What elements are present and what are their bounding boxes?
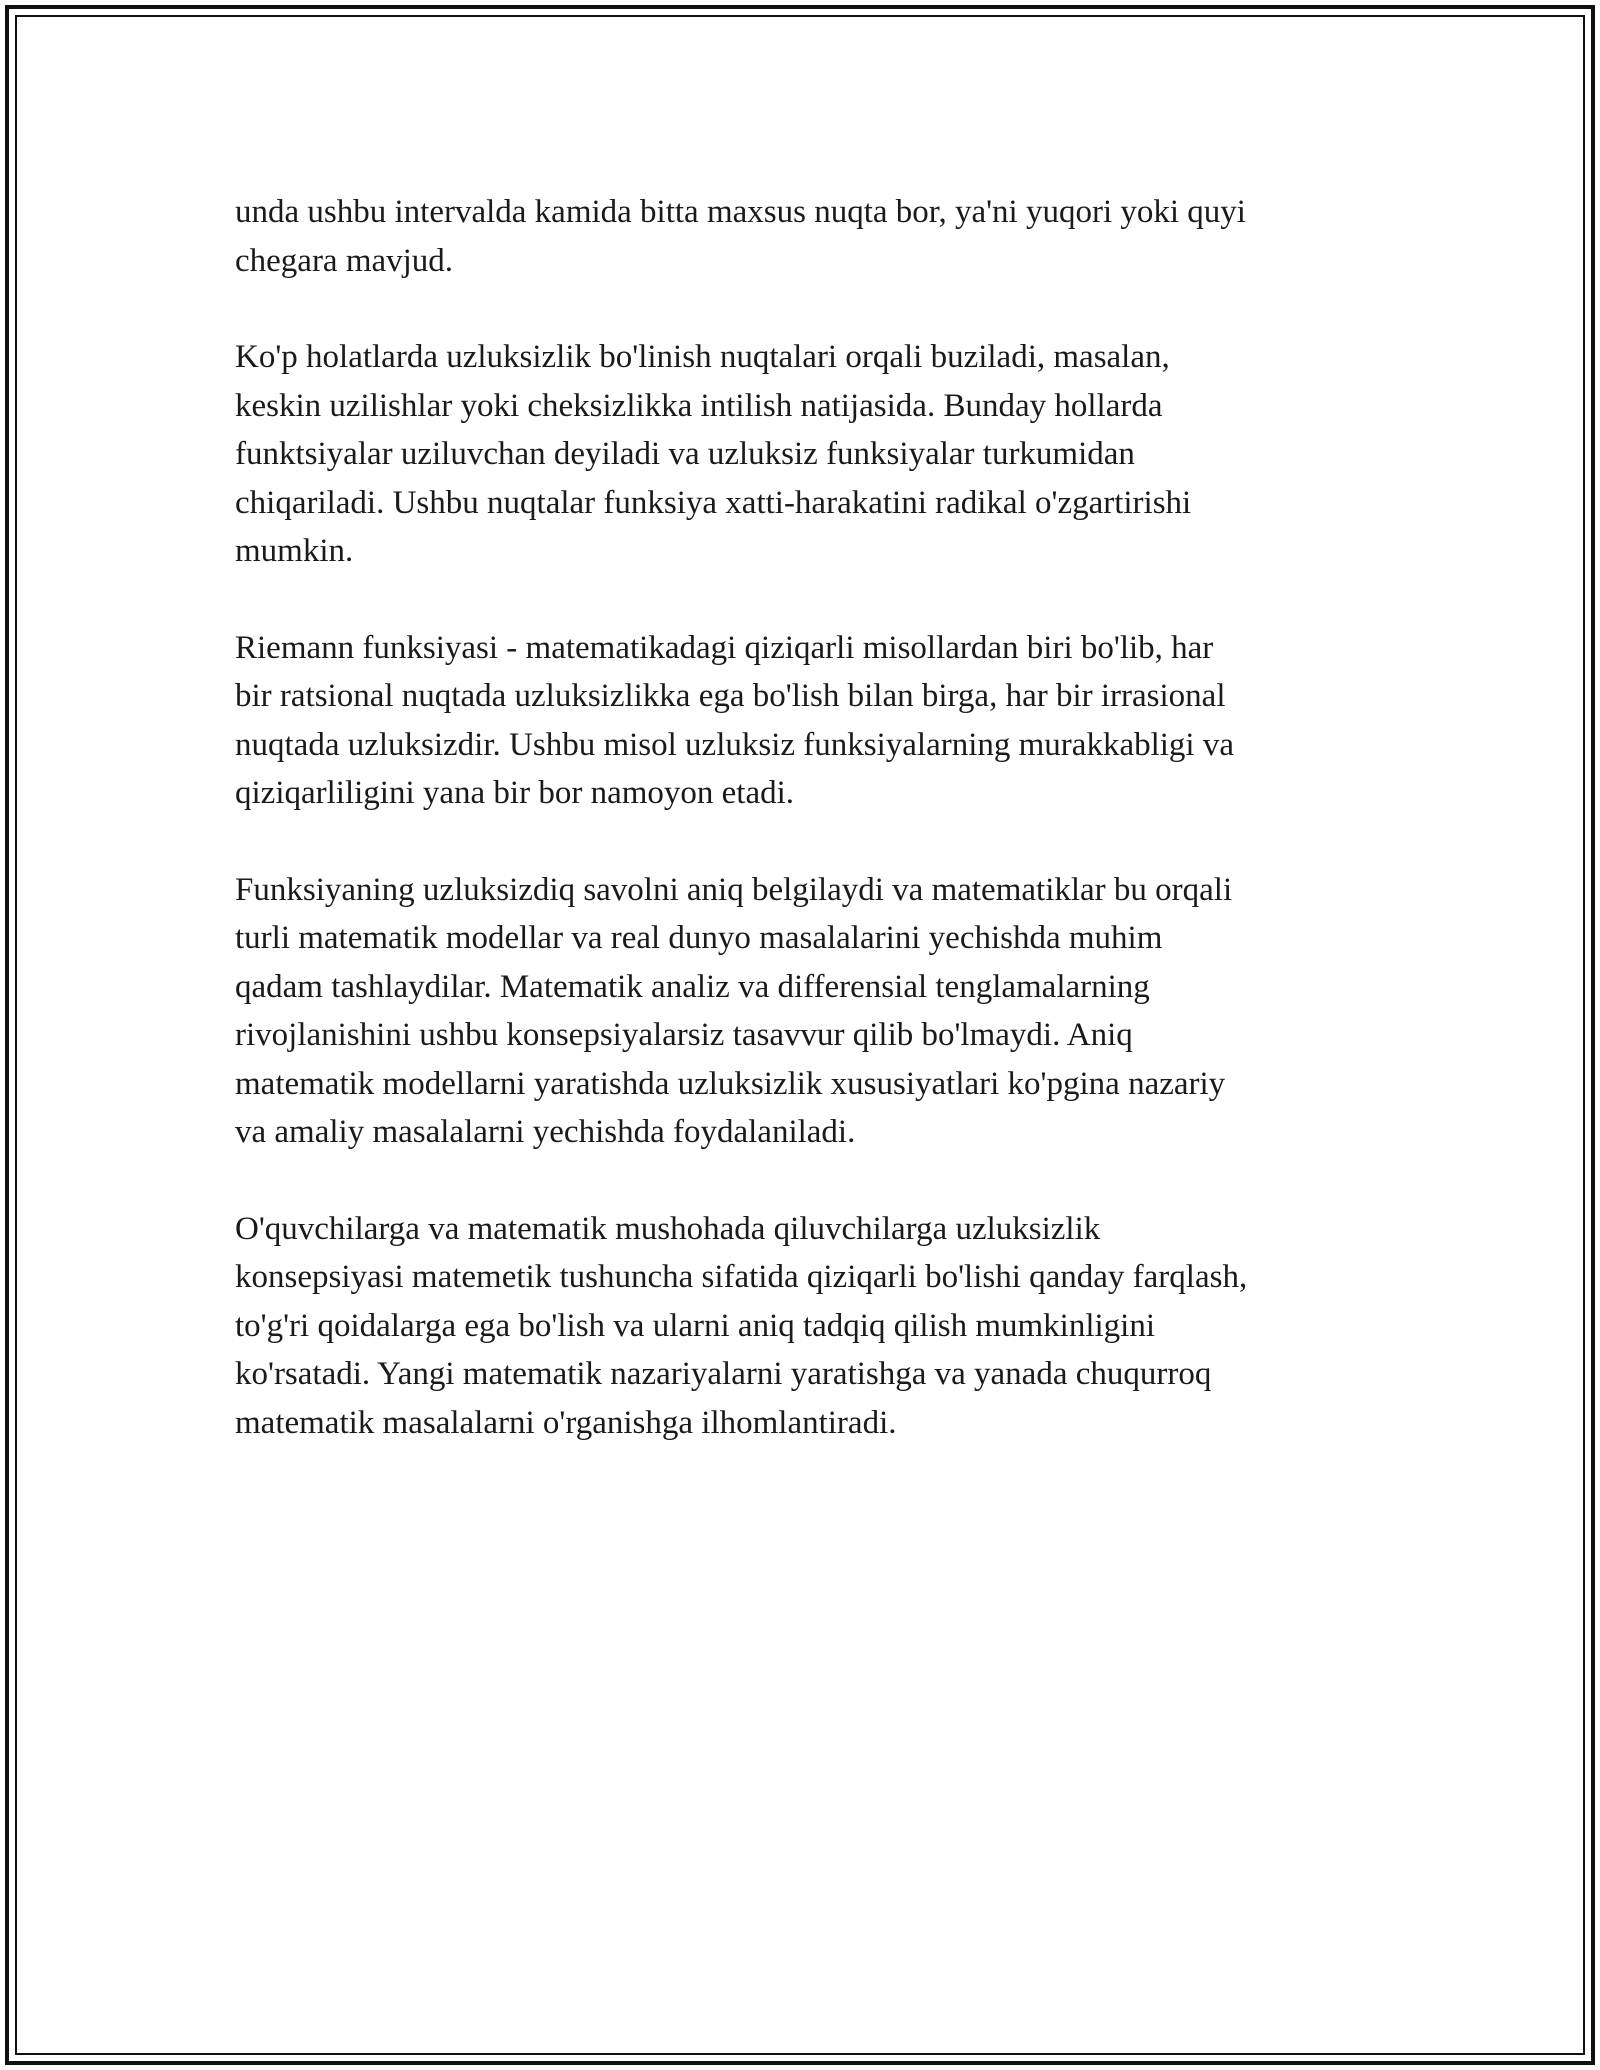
paragraph-1: unda ushbu intervalda kamida bitta maxsus nuqta bor, ya'ni yuqori yoki quyi chegara mavjud. [235, 194, 1246, 279]
paragraph-2: Ko'p holatlarda uzluksizlik bo'linish nuqtalari orqali buziladi, masalan, keskin uzilishlar yoki cheksizlikka intilish natijasida. Bunday hollarda funktsiyalar uziluvchan deyiladi va uzluksiz funksiyalar turkumidan chiqariladi. Ushbu nuqtalar funksiya xatti-harakatini radikal o'zgartirishi mumkin. [235, 339, 1192, 569]
paragraph-4: Funksiyaning uzluksizdiq savolni aniq belgilaydi va matematiklar bu orqali turli matematik modellar va real dunyo masalalarini yechishda muhim qadam tashlaydilar. Matematik analiz va differensial tenglamalarning rivojlanishini ushbu konsepsiyalarsiz tasavvur qilib bo'lmaydi. Aniq matematik modellarni yaratishda uzluksizlik xususiyatlari ko'pgina nazariy va amaliy masalalarni yechishda foydalaniladi. [235, 871, 1233, 1150]
paragraph-5: O'quvchilarga va matematik mushohada qiluvchilarga uzluksizlik konsepsiyasi matemetik tushuncha sifatida qiziqarli bo'lishi qanday farqlash, to'g'ri qoidalarga ega bo'lish va ularni aniq tadqiq qilish mumkinligini ko'rsatadi. Yangi matematik nazariyalarni yaratishga va yanada chuqurroq matematik masalalarni o'rganishga ilhomlantiradi. [235, 1210, 1248, 1441]
document-body [235, 188, 1365, 1447]
paragraph-3: Riemann funksiyasi - matematikadagi qiziqarli misollardan biri bo'lib, har bir ratsional nuqtada uzluksizlikka ega bo'lish bilan birga, har bir irrasional nuqtada uzluksizdir. Ushbu misol uzluksiz funksiyalarning murakkabligi va qiziqarliligini yana bir bor namoyon etadi. [235, 629, 1234, 811]
